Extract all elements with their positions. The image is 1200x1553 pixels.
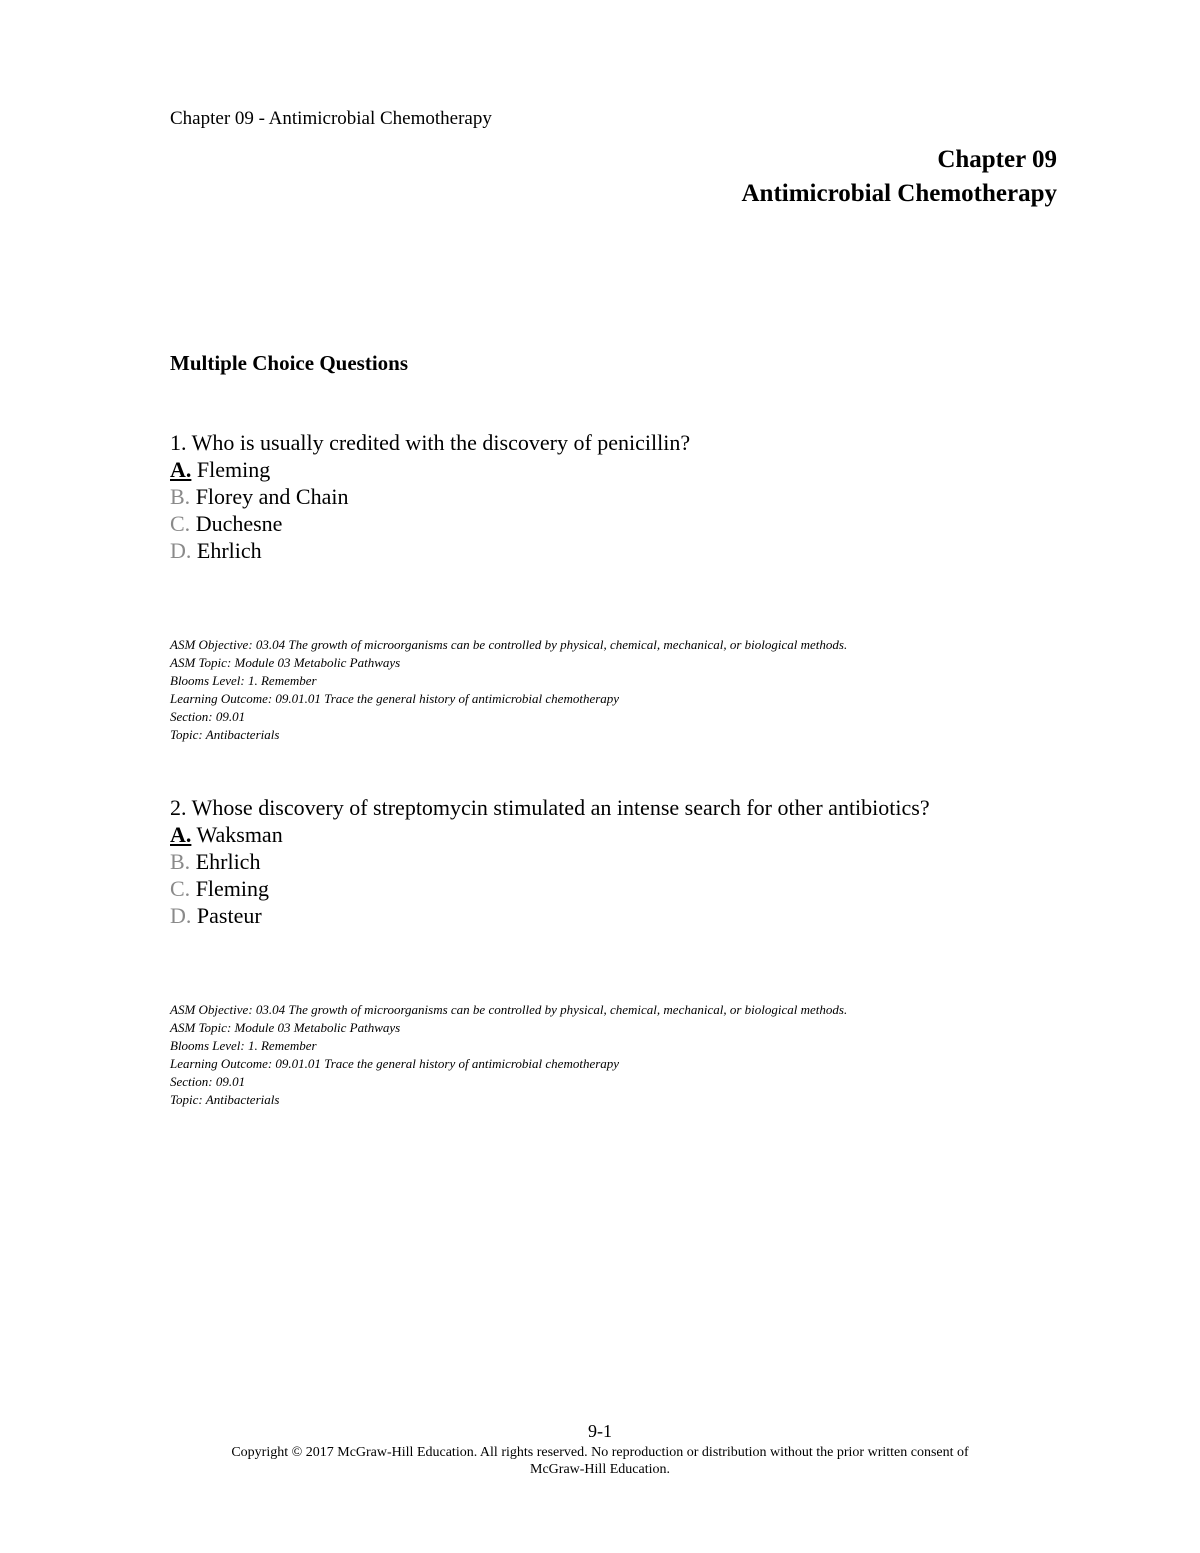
question-2-metadata bbox=[170, 1001, 847, 1109]
choice-letter: A. bbox=[170, 457, 192, 482]
choice-letter: A. bbox=[170, 822, 192, 847]
question-1-metadata bbox=[170, 636, 847, 744]
choice-letter: D. bbox=[170, 903, 192, 928]
choice-text: Pasteur bbox=[191, 903, 262, 928]
choice-text: Florey and Chain bbox=[190, 484, 349, 509]
chapter-number: Chapter 09 bbox=[937, 146, 1057, 173]
choice-text: Duchesne bbox=[190, 511, 283, 536]
question-stem: 1. Who is usually credited with the discovery of penicillin? bbox=[170, 430, 691, 455]
chapter-name: Antimicrobial Chemotherapy bbox=[741, 180, 1057, 207]
topic: Topic: Antibacterials bbox=[170, 1092, 280, 1107]
choice-letter: B. bbox=[170, 484, 191, 509]
blooms-level: Blooms Level: 1. Remember bbox=[170, 673, 317, 688]
choice-c bbox=[170, 875, 930, 902]
choice-text: Fleming bbox=[191, 457, 271, 482]
learning-outcome: Learning Outcome: 09.01.01 Trace the general history of antimicrobial chemotherapy bbox=[170, 691, 620, 706]
page-number: 9-1 bbox=[588, 1421, 612, 1441]
asm-topic: ASM Topic: Module 03 Metabolic Pathways bbox=[170, 1020, 401, 1035]
choice-d bbox=[170, 902, 930, 929]
choice-c bbox=[170, 510, 690, 537]
choice-letter: B. bbox=[170, 849, 191, 874]
learning-outcome: Learning Outcome: 09.01.01 Trace the general history of antimicrobial chemotherapy bbox=[170, 1056, 620, 1071]
question-2 bbox=[170, 794, 930, 929]
section-heading: Multiple Choice Questions bbox=[170, 351, 409, 375]
choice-a bbox=[170, 821, 930, 848]
question-1 bbox=[170, 429, 690, 564]
blooms-level: Blooms Level: 1. Remember bbox=[170, 1038, 317, 1053]
choice-letter: C. bbox=[170, 511, 191, 536]
choice-letter: C. bbox=[170, 876, 191, 901]
choice-d bbox=[170, 537, 690, 564]
choice-text: Fleming bbox=[190, 876, 270, 901]
copyright-line-1: Copyright © 2017 McGraw-Hill Education. All rights reserved. No reproduction or distribution without the prior written consent of bbox=[231, 1445, 969, 1460]
asm-objective: ASM Objective: 03.04 The growth of microorganisms can be controlled by physical, chemical, mechanical, or biological methods. bbox=[170, 637, 848, 652]
section-ref: Section: 09.01 bbox=[170, 709, 246, 724]
question-stem: 2. Whose discovery of streptomycin stimulated an intense search for other antibiotics? bbox=[170, 795, 930, 820]
copyright-line-2: McGraw-Hill Education. bbox=[530, 1462, 670, 1477]
page-footer bbox=[0, 1423, 1200, 1478]
asm-objective: ASM Objective: 03.04 The growth of microorganisms can be controlled by physical, chemical, mechanical, or biological methods. bbox=[170, 1002, 848, 1017]
section-ref: Section: 09.01 bbox=[170, 1074, 246, 1089]
topic: Topic: Antibacterials bbox=[170, 727, 280, 742]
asm-topic: ASM Topic: Module 03 Metabolic Pathways bbox=[170, 655, 401, 670]
choice-text: Waksman bbox=[191, 822, 283, 847]
chapter-title bbox=[742, 143, 1058, 211]
choice-text: Ehrlich bbox=[190, 849, 261, 874]
choice-letter: D. bbox=[170, 538, 192, 563]
choice-a bbox=[170, 456, 690, 483]
choice-b bbox=[170, 848, 930, 875]
running-header: Chapter 09 - Antimicrobial Chemotherapy bbox=[170, 108, 492, 129]
choice-b bbox=[170, 483, 690, 510]
choice-text: Ehrlich bbox=[191, 538, 262, 563]
